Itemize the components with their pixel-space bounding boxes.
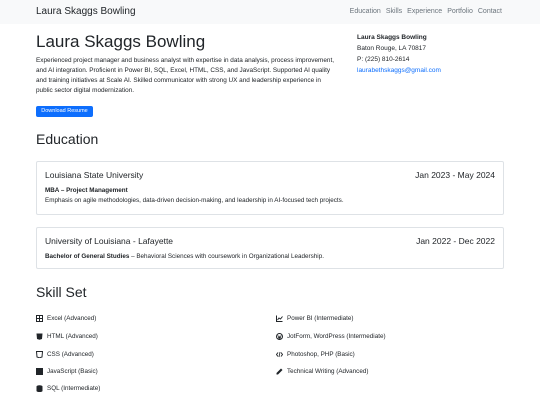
skill-item (36, 350, 94, 359)
skill-label: JavaScript (Basic) (47, 368, 98, 375)
education-dates: Jan 2023 - May 2024 (415, 170, 495, 180)
education-school: Louisiana State University (45, 170, 144, 180)
code-icon (276, 351, 283, 358)
education-card (36, 161, 504, 215)
contact-location: Baton Rouge, LA 70817 (357, 45, 427, 52)
skill-label: Power BI (Intermediate) (287, 315, 354, 322)
page-title: Laura Skaggs Bowling (36, 32, 206, 51)
skill-label: JotForm, WordPress (Intermediate) (287, 333, 386, 340)
nav-link-education[interactable]: Education (349, 8, 381, 15)
navbar (0, 0, 540, 24)
education-school: University of Louisiana - Lafayette (45, 236, 174, 246)
skill-item (276, 367, 368, 376)
nav-brand[interactable]: Laura Skaggs Bowling (36, 6, 136, 17)
education-card (36, 227, 504, 269)
pen-icon (276, 368, 283, 375)
nav-link-experience[interactable]: Experience (407, 8, 443, 15)
skills-heading: Skill Set (36, 284, 87, 300)
wordpress-icon (276, 333, 283, 340)
download-resume-button[interactable]: Download Resume (36, 106, 93, 117)
degree-title: Bachelor of General Studies (45, 253, 130, 260)
skill-item (276, 332, 386, 341)
skill-label: CSS (Advanced) (47, 351, 94, 358)
skill-item (276, 350, 355, 359)
nav-link-portfolio[interactable]: Portfolio (447, 8, 473, 15)
css3-icon (36, 351, 43, 358)
nav-links (350, 7, 502, 17)
nav-link-skills[interactable]: Skills (385, 8, 403, 15)
education-degree (45, 186, 128, 195)
javascript-icon (36, 368, 43, 375)
degree-note: – Behavioral Sciences with coursework in Organizational Leadership. (129, 253, 324, 260)
degree-title: MBA – Project Management (45, 187, 128, 194)
skill-item (36, 332, 98, 341)
nav-link-contact[interactable]: Contact (477, 8, 502, 15)
skill-item (36, 384, 100, 393)
skill-item (276, 314, 354, 323)
skill-item (36, 367, 98, 376)
database-icon (36, 385, 43, 392)
table-icon (36, 315, 43, 322)
contact-name: Laura Skaggs Bowling (357, 34, 427, 41)
education-degree (45, 252, 324, 261)
education-note: Emphasis on agile methodologies, data-driven decision-making, and leadership in AI-focused tech projects. (45, 197, 344, 204)
html5-icon (36, 333, 43, 340)
skill-item (36, 314, 96, 323)
contact-email-link[interactable]: laurabethskaggs@gmail.com (357, 67, 441, 74)
skill-label: HTML (Advanced) (47, 333, 98, 340)
skill-label: Excel (Advanced) (47, 315, 97, 322)
skill-label: SQL (Intermediate) (47, 385, 101, 392)
summary-text: Experienced project manager and business analyst with expertise in data analysis, process improvement, and AI integration. Proficient in Power BI, SQL, Excel, HTML, CSS, and JavaScript. Supported AI quality and training initiatives at Scale AI. Skilled communicator with strong UX and leadership experience in public sector digital modernization. (36, 57, 335, 94)
skill-label: Technical Writing (Advanced) (287, 368, 369, 375)
skill-label: Photoshop, PHP (Basic) (287, 351, 355, 358)
contact-phone: P: (225) 810-2614 (357, 56, 410, 63)
education-heading: Education (36, 131, 99, 147)
education-dates: Jan 2022 - Dec 2022 (416, 236, 495, 246)
contact-block (357, 32, 441, 76)
line-chart-icon (276, 315, 283, 322)
